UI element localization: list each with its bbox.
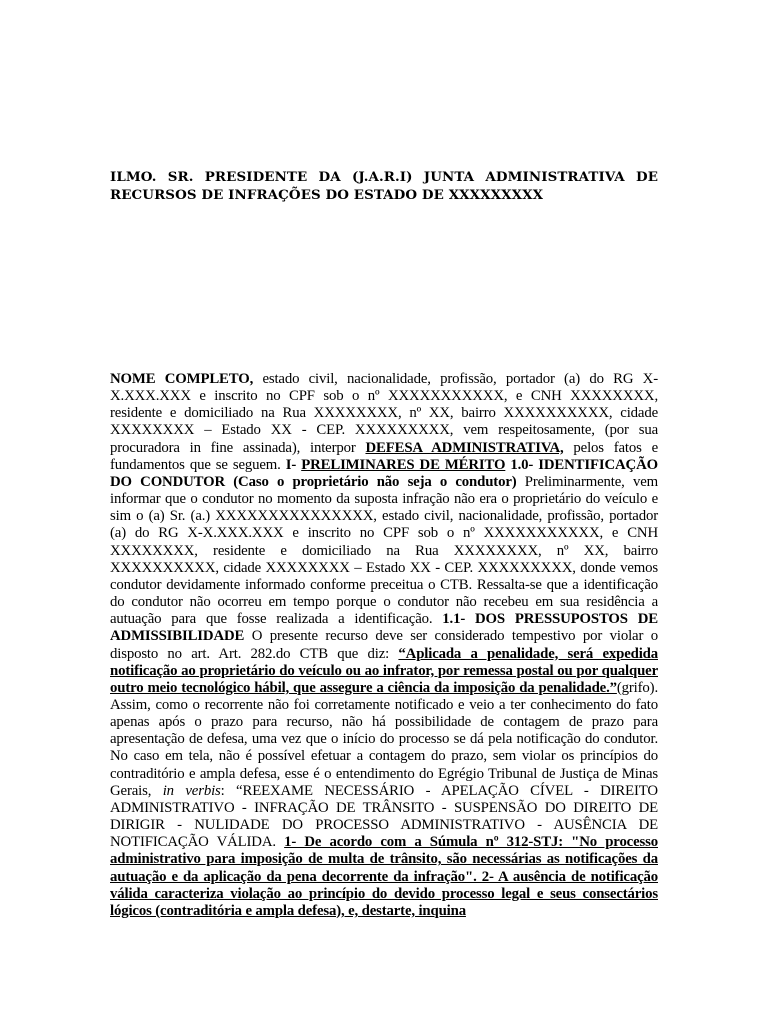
jurisprudence-quote: 1- De acordo com a Súmula nº 312-STJ: "No processo administrativo para imposição de multa de trânsito, são necessárias as notificações da autuação e da aplicação da pena decorrente da infração". 2- A ausência de notificação válida caracteriza violação ao princípio do devido processo legal e seus consectários lógicos (contraditória e ampla defesa), e, destarte, inquina <box>110 834 658 919</box>
intro-closing: pelos fatos e fundamentos que se seguem. <box>110 439 658 473</box>
in-verbis: in verbis <box>162 782 221 799</box>
jurisprudence-heading: : “REEXAME NECESSÁRIO - APELAÇÃO CÍVEL - DIREITO ADMINISTRATIVO - INFRAÇÃO DE TRÂNSITO - SUSPENSÃO DO DIREITO DE DIRIGIR - NULIDADE DO PROCESSO ADMINISTRATIVO - AUSÊNCIA DE NOTIFICAÇÃO VÁLIDA. <box>110 782 658 851</box>
party-qualification: estado civil, nacionalidade, profissão, portador (a) do RG X-X.XXX.XXX e inscrito no CPF sob o nº XXXXXXXXXXX, e CNH XXXXXXXX, residente e domiciliado na Rua XXXXXXXX, nº XX, bairro XXXXXXXXXX, cidade XXXXXXXX – Estado XX - CEP. XXXXXXXXX, vem respeitosamente, (por sua procuradora in fine assinada), interpor <box>110 371 658 456</box>
defense-title: DEFESA ADMINISTRATIVA, <box>365 439 564 456</box>
section-admissibility-title: 1.1- DOS PRESSUPOSTOS DE ADMISSIBILIDADE <box>110 611 658 645</box>
section-driver-identification-title: 1.0- IDENTIFICAÇÃO DO CONDUTOR (Caso o proprietário não seja o condutor) <box>110 456 658 490</box>
party-name: NOME COMPLETO, <box>110 371 254 387</box>
section-number: I- <box>285 456 302 473</box>
document-body <box>110 371 658 920</box>
ctb-quote: “Aplicada a penalidade, será expedida notificação ao proprietário do veículo ou ao infrator, por remessa postal ou por qualquer outro meio tecnológico hábil, que assegure a ciência da imposição da penalidade.” <box>110 645 658 696</box>
document-heading: ILMO. SR. PRESIDENTE DA (J.A.R.I) JUNTA ADMINISTRATIVA DE RECURSOS DE INFRAÇÕES DO ESTADO DE XXXXXXXXX <box>110 169 658 203</box>
driver-identification-text: Preliminarmente, vem informar que o condutor no momento da suposta infração não era o proprietário do veículo e sim o (a) Sr. (a.) XXXXXXXXXXXXXXX, estado civil, nacionalidade, profissão, portador (a) do RG X-X.XXX.XXX e inscrito no CPF sob o nº XXXXXXXXXXX, e CNH XXXXXXXX, residente e domiciliado na Rua XXXXXXXX, nº XX, bairro XXXXXXXXXX, cidade XXXXXXXX – Estado XX - CEP. XXXXXXXXX, donde vemos condutor devidamente informado conforme preceitua o CTB. Ressalta-se que a identificação do condutor não ocorreu em tempo porque o condutor não recebeu em sua residência a autuação para que fosse realizada a identificação. <box>110 473 658 628</box>
admissibility-text: O presente recurso deve ser considerado tempestivo por violar o disposto no art. Art. 282.do CTB que diz: <box>110 628 658 662</box>
argument-text: (grifo). Assim, como o recorrente não foi corretamente notificado e veio a ter conhecimento do fato apenas após o prazo para recurso, não há possibilidade de contagem de prazo para apresentação de defesa, uma vez que o início do processo se dá pela notificação do condutor. No caso em tela, não é possível efetuar a contagem do prazo, sem violar os princípios do contraditório e ampla defesa, esse é o entendimento do Egrégio Tribunal de Justiça de Minas Gerais, <box>110 679 658 799</box>
section-preliminaries-title: PRELIMINARES DE MÉRITO <box>301 456 506 473</box>
